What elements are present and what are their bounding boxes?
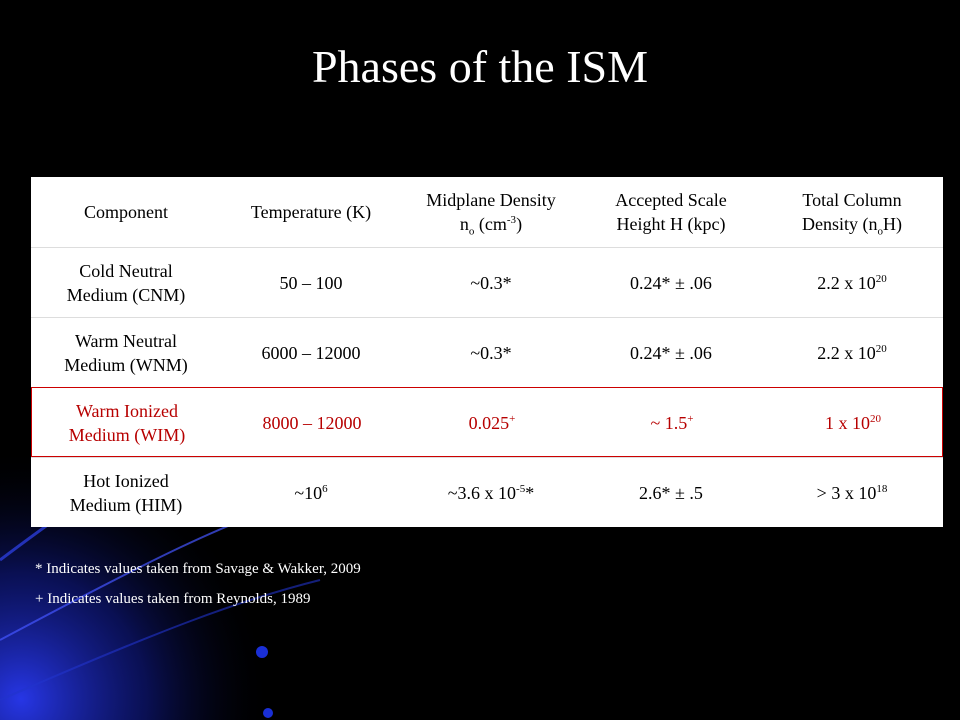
cell-scale-height: 0.24* ± .06 <box>630 273 712 293</box>
header-column-density: Total Column Density $(n_oH)$ <box>802 190 902 238</box>
cell-temperature: $\sim 10^6$ <box>294 483 328 503</box>
header-temperature: Temperature (K) <box>250 202 372 222</box>
cell-component: Warm Ionized Medium (WIM) <box>68 401 186 445</box>
table-row-cnm <box>31 247 943 317</box>
cell-component: Warm Neutral Medium (WNM) <box>64 331 188 375</box>
cell-component: Hot Ionized Medium (HIM) <box>69 471 183 515</box>
cell-column-density: 2.2 x $10^{20}$ <box>817 343 887 363</box>
table-row-wnm <box>31 317 943 387</box>
cell-density: ~0.3* <box>470 273 512 293</box>
cell-scale-height: 2.6* ± .5 <box>639 483 703 503</box>
cell-scale-height: ~ 1.5+ <box>650 413 694 433</box>
table-header-row <box>31 177 943 247</box>
cell-column-density: 2.2 x $10^{20}$ <box>817 273 887 293</box>
cell-scale-height: 0.24* ± .06 <box>630 343 712 363</box>
footnotes <box>35 561 361 621</box>
cell-component: Cold Neutral Medium (CNM) <box>66 261 186 305</box>
cell-density: ~3.6 x $10^{-5}*$ <box>447 483 535 503</box>
cell-density: ~0.3* <box>470 343 512 363</box>
cell-temperature: 8000 – 12000 <box>262 413 362 433</box>
page-title: Phases of the ISM <box>311 41 649 92</box>
table-row-wim-highlighted <box>31 387 943 457</box>
header-component: Component <box>84 202 168 222</box>
cell-temperature: 50 – 100 <box>279 273 343 293</box>
cell-temperature: 6000 – 12000 <box>261 343 361 363</box>
ism-phases-table <box>31 177 943 527</box>
table-row-him <box>31 457 943 527</box>
footnote-savage-wakker: * Indicates values taken from Savage & Wakker, 2009 <box>35 561 361 577</box>
cell-density: 0.025+ <box>468 413 516 433</box>
cell-column-density: 1 x $10^{20}$ <box>825 413 881 433</box>
cell-column-density: > 3 x $10^{18}$ <box>816 483 888 503</box>
header-midplane-density: Midplane Density $n_o$ $(cm^{-3})$ <box>426 190 556 238</box>
footnote-reynolds: + Indicates values taken from Reynolds, 1989 <box>35 591 311 607</box>
header-scale-height: Accepted Scale Height H (kpc) <box>615 190 727 234</box>
